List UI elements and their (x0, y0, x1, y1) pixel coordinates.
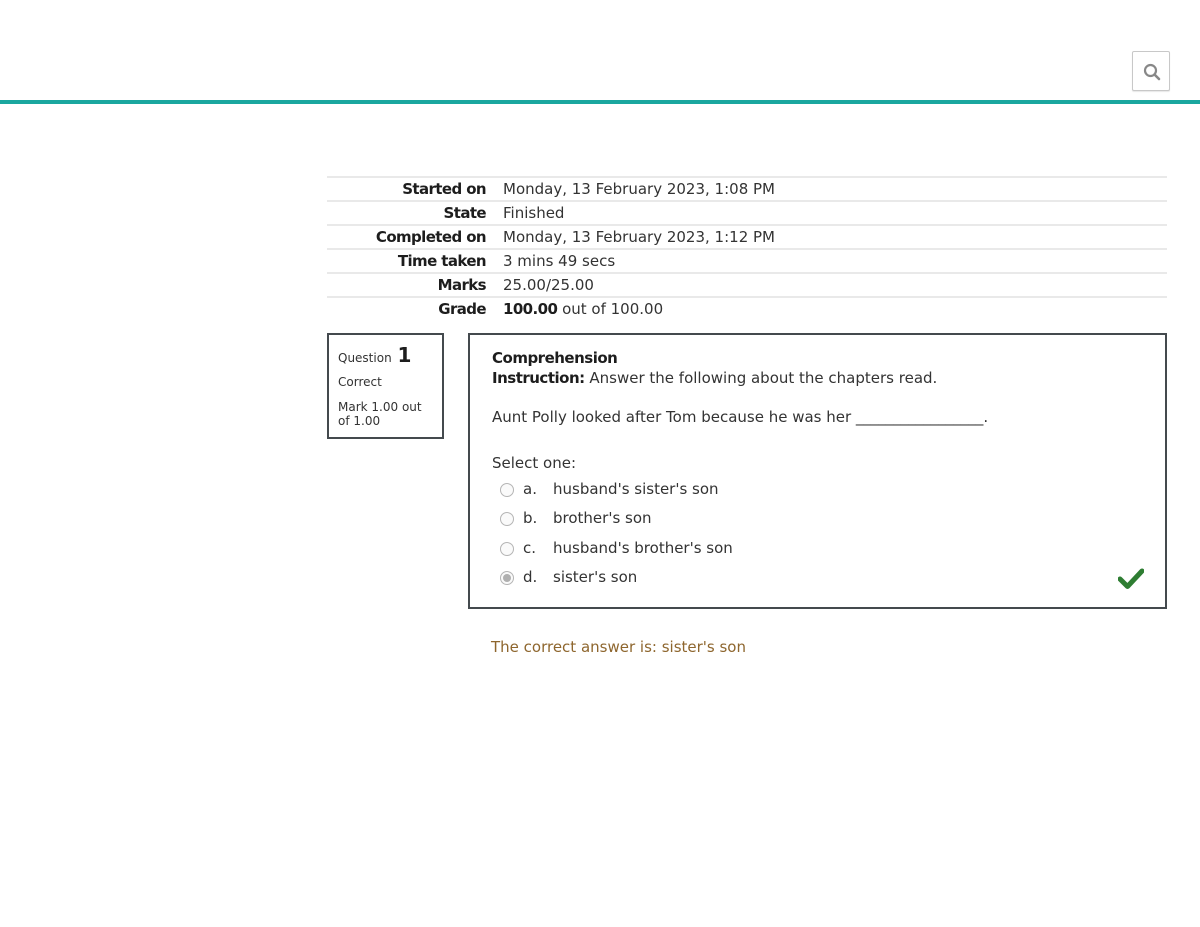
option-letter: d. (523, 568, 538, 586)
grade-score: 100.00 (503, 300, 558, 318)
question-state: Correct (338, 375, 382, 389)
search-icon (1143, 63, 1161, 81)
question-content-box (468, 333, 1167, 609)
instruction-text: Answer the following about the chapters read. (584, 369, 938, 387)
summary-row-completed (327, 224, 1167, 248)
question-number-value: 1 (397, 343, 412, 367)
summary-label: Started on (402, 180, 486, 198)
option-text: husband's sister's son (553, 480, 719, 498)
option-text: sister's son (553, 568, 638, 586)
question-text: Aunt Polly looked after Tom because he was her _________________. (492, 408, 989, 426)
summary-row-grade (327, 296, 1167, 320)
summary-row-state (327, 200, 1167, 224)
instruction-label: Instruction: (492, 369, 585, 387)
summary-row-time-taken (327, 248, 1167, 272)
summary-label: Time taken (397, 252, 486, 270)
question-instruction (492, 369, 937, 387)
option-text: brother's son (553, 509, 652, 527)
summary-row-marks (327, 272, 1167, 296)
answer-prompt: Select one: (492, 454, 577, 472)
question-grade: Mark 1.00 out of 1.00 (338, 400, 422, 428)
summary-label: State (443, 204, 486, 222)
option-letter: c. (523, 539, 537, 557)
summary-value: 25.00/25.00 (503, 276, 594, 294)
summary-value: Monday, 13 February 2023, 1:08 PM (503, 180, 775, 198)
summary-value: Finished (503, 204, 565, 222)
radio-button[interactable] (500, 542, 514, 556)
summary-label: Completed on (375, 228, 486, 246)
option-letter: b. (523, 509, 538, 527)
correct-answer-feedback: The correct answer is: sister's son (491, 638, 746, 656)
summary-label: Marks (437, 276, 486, 294)
attempt-summary-table (327, 176, 1167, 320)
option-letter: a. (523, 480, 537, 498)
grade-out-of: out of 100.00 (557, 300, 664, 318)
radio-button-selected[interactable] (500, 571, 514, 585)
page-header (0, 0, 1200, 104)
question-info-box (327, 333, 444, 439)
radio-button[interactable] (500, 512, 514, 526)
radio-button[interactable] (500, 483, 514, 497)
question-title: Comprehension (492, 349, 618, 367)
question-number-label: Question (338, 351, 392, 365)
summary-value: 3 mins 49 secs (503, 252, 616, 270)
search-button[interactable] (1132, 51, 1170, 91)
check-icon (1118, 568, 1144, 590)
option-text: husband's brother's son (553, 539, 733, 557)
summary-value (503, 298, 663, 320)
question-number (338, 343, 433, 367)
summary-row-started (327, 176, 1167, 200)
summary-label: Grade (438, 300, 486, 318)
summary-value: Monday, 13 February 2023, 1:12 PM (503, 228, 775, 246)
